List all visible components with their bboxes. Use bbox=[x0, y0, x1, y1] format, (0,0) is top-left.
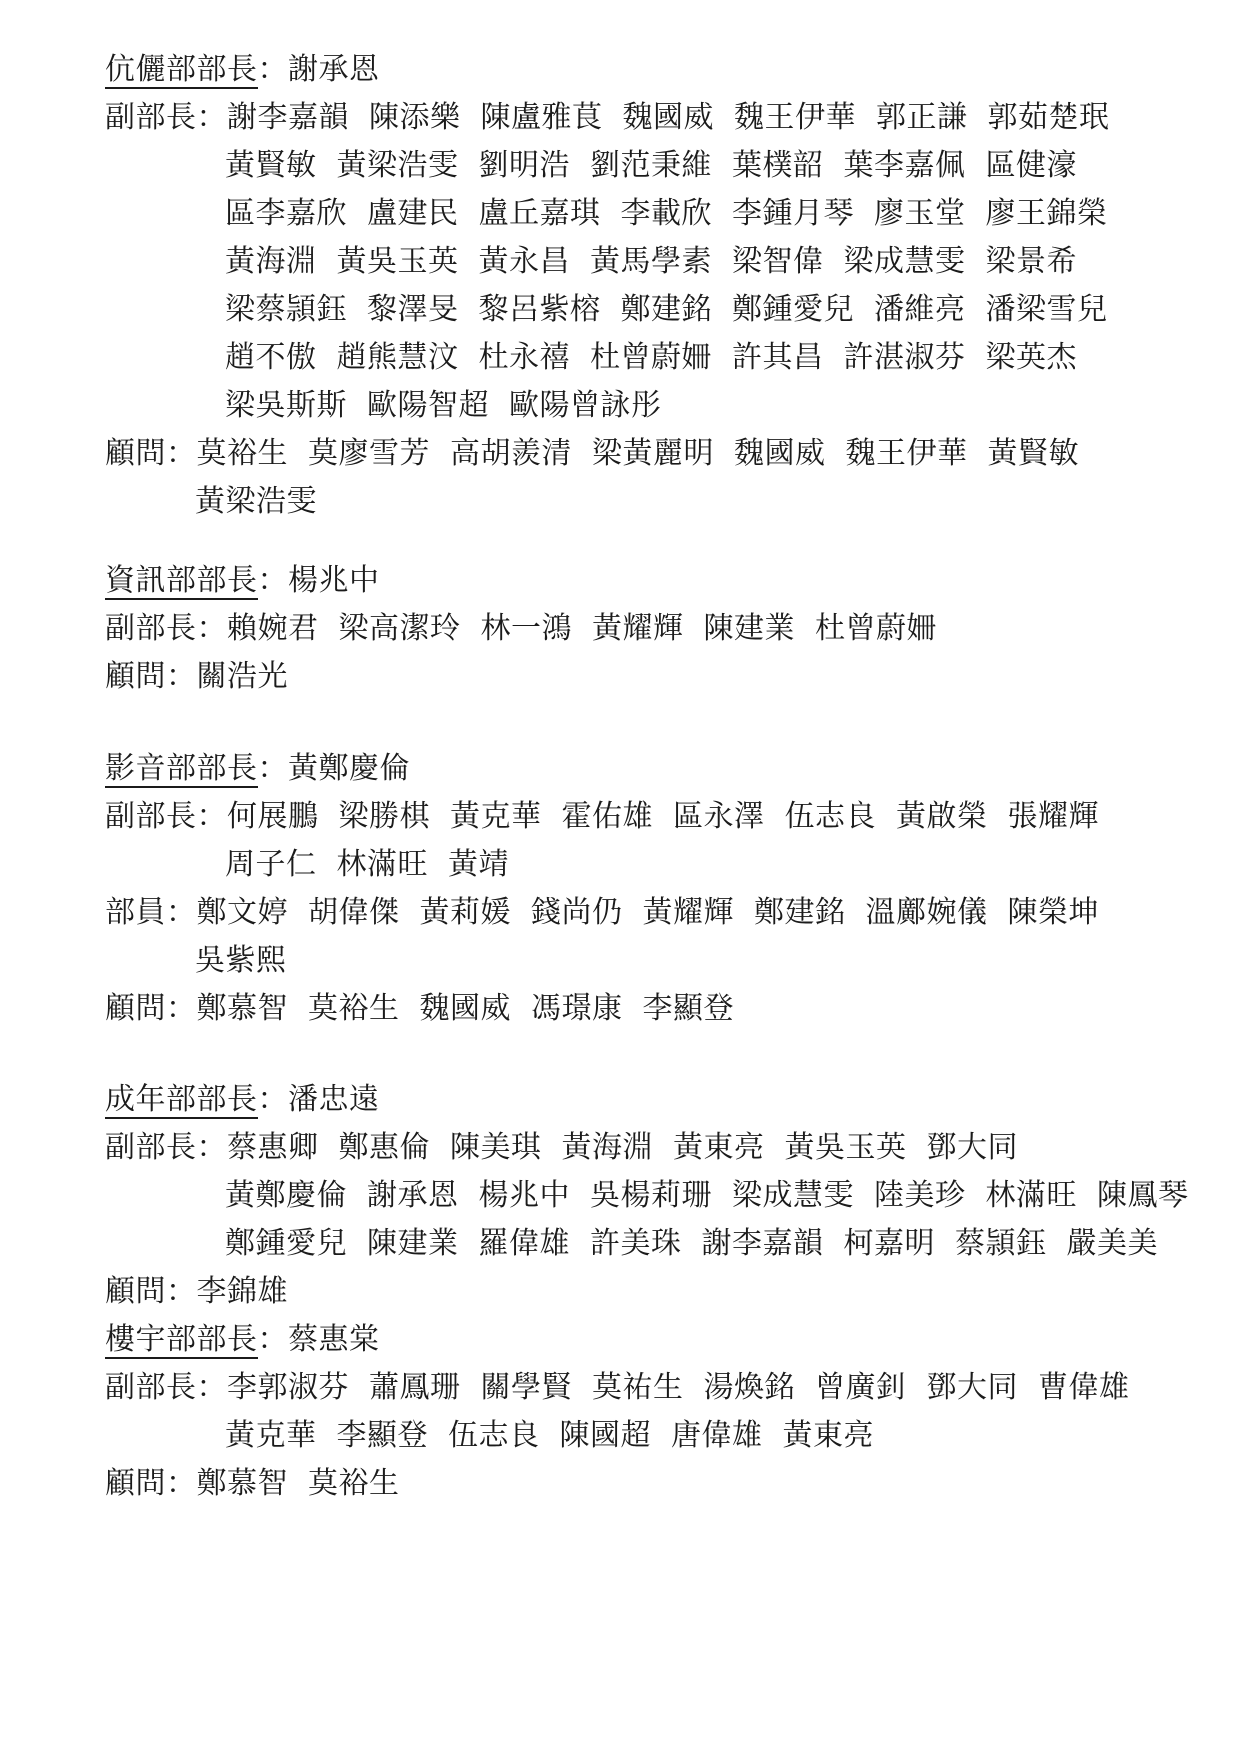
section-heading bbox=[105, 557, 1210, 605]
names-text: 黃克華 李顯登 伍志良 陳國超 唐偉雄 黃東亮 bbox=[225, 1419, 874, 1452]
entry-line bbox=[105, 1124, 1210, 1172]
entry-line bbox=[105, 478, 1210, 526]
names-text: 李郭淑芬 蕭鳳珊 關學賢 莫祐生 湯煥銘 曾廣釗 鄧大同 曹偉雄 bbox=[227, 1371, 1130, 1404]
entry-line bbox=[105, 142, 1210, 190]
section-title-rest: ：潘忠遠 bbox=[257, 1083, 380, 1116]
entry-line bbox=[105, 1364, 1210, 1412]
entry-line bbox=[105, 430, 1210, 478]
section-title-label: 資訊部部長 bbox=[105, 564, 258, 600]
entry-line bbox=[105, 1412, 1210, 1460]
names-text: 梁蔡頴鈺 黎澤旻 黎呂紫榕 鄭建銘 鄭鍾愛兒 潘維亮 潘梁雪兒 bbox=[225, 293, 1108, 326]
section-gap bbox=[105, 1033, 1210, 1076]
role-label: 副部長： bbox=[105, 612, 227, 645]
entry-line bbox=[105, 889, 1210, 937]
role-label: 副部長： bbox=[105, 101, 227, 134]
section-title-label: 伉儷部部長 bbox=[105, 53, 258, 89]
section-title-rest: ：楊兆中 bbox=[257, 564, 380, 597]
names-text: 鄭慕智 莫裕生 魏國威 馮璟康 李顯登 bbox=[196, 992, 734, 1025]
names-text: 何展鵬 梁勝棋 黃克華 霍佑雄 區永澤 伍志良 黃啟榮 張耀輝 bbox=[227, 800, 1099, 833]
entry-line bbox=[105, 1220, 1210, 1268]
role-label: 顧問： bbox=[105, 1275, 197, 1308]
names-text: 鄭鍾愛兒 陳建業 羅偉雄 許美珠 謝李嘉韻 柯嘉明 蔡頴鈺 嚴美美 bbox=[225, 1227, 1158, 1260]
entry-line bbox=[105, 1460, 1210, 1508]
entry-line bbox=[105, 238, 1210, 286]
entry-line bbox=[105, 334, 1210, 382]
entry-line bbox=[105, 841, 1210, 889]
names-text: 黃鄭慶倫 謝承恩 楊兆中 吳楊莉珊 梁成慧雯 陸美珍 林滿旺 陳鳳琴 bbox=[225, 1179, 1189, 1212]
entry-line bbox=[105, 653, 1210, 701]
entry-line bbox=[105, 1268, 1210, 1316]
names-text: 莫裕生 莫廖雪芳 高胡羨清 梁黃麗明 魏國威 魏王伊華 黃賢敏 bbox=[196, 437, 1079, 470]
names-text: 關浩光 bbox=[196, 660, 288, 693]
section-heading bbox=[105, 1316, 1210, 1364]
names-text: 鄭慕智 莫裕生 bbox=[196, 1467, 400, 1500]
names-text: 黃海淵 黃吳玉英 黃永昌 黃馬學素 梁智偉 梁成慧雯 梁景希 bbox=[225, 245, 1077, 278]
entry-line bbox=[105, 985, 1210, 1033]
names-text: 謝李嘉韻 陳添樂 陳盧雅茛 魏國威 魏王伊華 郭正謙 郭茹楚珉 bbox=[227, 101, 1110, 134]
section-title-label: 影音部部長 bbox=[105, 752, 258, 788]
section-gap bbox=[105, 526, 1210, 557]
entry-line bbox=[105, 190, 1210, 238]
entry-line bbox=[105, 286, 1210, 334]
names-text: 梁吳斯斯 歐陽智超 歐陽曾詠彤 bbox=[225, 389, 662, 422]
section-heading bbox=[105, 46, 1210, 94]
section-audiovisual bbox=[105, 745, 1210, 1033]
names-text: 賴婉君 梁高潔玲 林一鴻 黃耀輝 陳建業 杜曾蔚姍 bbox=[227, 612, 937, 645]
section-title-rest: ：謝承恩 bbox=[257, 53, 380, 86]
role-label: 副部長： bbox=[105, 1131, 227, 1164]
names-text: 黃梁浩雯 bbox=[195, 485, 317, 518]
entry-line bbox=[105, 382, 1210, 430]
names-text: 趙不傲 趙熊慧汶 杜永禧 杜曾蔚姍 許其昌 許湛淑芬 梁英杰 bbox=[225, 341, 1077, 374]
section-title-label: 樓宇部部長 bbox=[105, 1323, 258, 1359]
section-title-rest: ：蔡惠棠 bbox=[257, 1323, 380, 1356]
section-heading bbox=[105, 1076, 1210, 1124]
role-label: 部員： bbox=[105, 896, 197, 929]
names-text: 蔡惠卿 鄭惠倫 陳美琪 黃海淵 黃東亮 黃吳玉英 鄧大同 bbox=[227, 1131, 1018, 1164]
entry-line bbox=[105, 605, 1210, 653]
names-text: 黃賢敏 黃梁浩雯 劉明浩 劉范秉維 葉樸韶 葉李嘉佩 區健濠 bbox=[225, 149, 1077, 182]
section-heading bbox=[105, 745, 1210, 793]
entry-line bbox=[105, 793, 1210, 841]
role-label: 顧問： bbox=[105, 1467, 197, 1500]
section-adults bbox=[105, 1076, 1210, 1316]
section-gap bbox=[105, 701, 1210, 745]
section-title-rest: ：黃鄭慶倫 bbox=[257, 752, 410, 785]
entry-line bbox=[105, 94, 1210, 142]
section-couples bbox=[105, 46, 1210, 526]
names-text: 區李嘉欣 盧建民 盧丘嘉琪 李載欣 李鍾月琴 廖玉堂 廖王錦榮 bbox=[225, 197, 1108, 230]
names-text: 鄭文婷 胡偉傑 黃莉媛 錢尚仍 黃耀輝 鄭建銘 溫鄺婉儀 陳榮坤 bbox=[196, 896, 1099, 929]
names-text: 周子仁 林滿旺 黃靖 bbox=[225, 848, 509, 881]
role-label: 顧問： bbox=[105, 660, 197, 693]
entry-line bbox=[105, 1172, 1210, 1220]
role-label: 副部長： bbox=[105, 800, 227, 833]
role-label: 副部長： bbox=[105, 1371, 227, 1404]
section-information bbox=[105, 557, 1210, 701]
names-text: 李錦雄 bbox=[196, 1275, 288, 1308]
role-label: 顧問： bbox=[105, 992, 197, 1025]
names-text: 吳紫熙 bbox=[195, 944, 287, 977]
section-title-label: 成年部部長 bbox=[105, 1083, 258, 1119]
entry-line bbox=[105, 937, 1210, 985]
role-label: 顧問： bbox=[105, 437, 197, 470]
section-premises bbox=[105, 1316, 1210, 1508]
